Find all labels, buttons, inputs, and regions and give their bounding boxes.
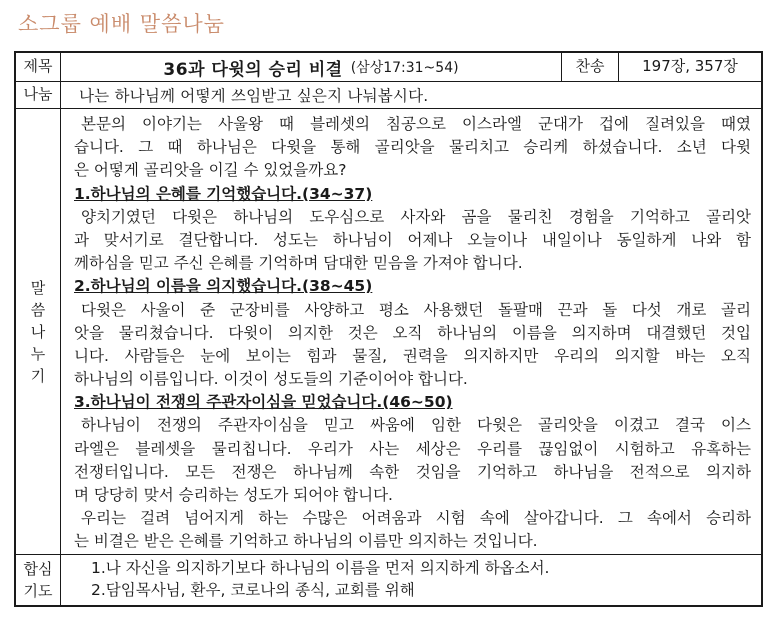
point-line: 며 당당히 맞서 승리하는 성도가 되어야 합니다.: [74, 486, 393, 504]
sermon-label-char: 나: [30, 322, 46, 341]
point-line: 양치기였던 다윗은 하나님의 도우심으로 사자와 곰을 물리친 경험을 기억하고 골리앗: [81, 207, 751, 226]
point-line: 하나님이 전쟁의 주관자이심을 믿고 싸움에 임한 다윗은 골리앗을 이겼고 결국 이스: [81, 416, 751, 435]
intro-line: 습니다. 그 때 하나님은 다윗을 통해 골리앗을 물리치고 승리케 하셨습니다. 소년 다윗: [74, 138, 751, 157]
sermon-label-char: 말: [30, 278, 46, 297]
prayer-item: 1.나 자신을 의지하기보다 하나님의 이름을 먼저 의지하게 하옵소서.: [91, 559, 550, 577]
intro-line: 은 어떻게 골리앗을 이길 수 있었을까요?: [74, 161, 347, 180]
point-line: 께하심을 믿고 주신 은혜를 기억하며 담대한 믿음을 가져야 합니다.: [74, 254, 523, 273]
prayer-row: [16, 555, 761, 605]
page-title: 소그룹 예배 말씀나눔: [18, 12, 225, 36]
hymn-label: 찬송: [562, 53, 619, 81]
hymn-numbers: 197장, 357장: [642, 57, 738, 76]
point-heading: 3.하나님이 전쟁의 주관자이심을 믿었습니다.(46~50): [74, 393, 453, 412]
point-heading: 1.하나님의 은혜를 기억했습니다.(34~37): [74, 184, 373, 203]
title-label: 제목: [16, 53, 61, 81]
share-question: 나는 하나님께 어떻게 쓰임받고 싶은지 나눠봅시다.: [79, 87, 429, 105]
prayer-label: [16, 555, 61, 605]
point-heading: 2.하나님의 이름을 의지했습니다.(38~45): [74, 277, 373, 296]
sermon-label: [16, 109, 61, 554]
sermon-label-char: 씀: [30, 300, 46, 319]
conclusion-line: 우리는 걸려 넘어지게 하는 수많은 어려움과 시험 속에 살아갑니다. 그 속에서 승리하: [81, 509, 751, 528]
scripture-reference: (삼상17:31~54): [350, 60, 459, 76]
point-line: 다윗은 사울이 준 군장비를 사양하고 평소 사용했던 돌팔매 끈과 돌 다섯 개로 골리: [81, 300, 751, 319]
sermon-table: [14, 51, 763, 607]
point-line: 하나님의 이름입니다. 이것이 성도들의 기준이어야 합니다.: [74, 370, 468, 389]
sermon-title-cell: [61, 53, 562, 81]
sermon-label-char: 기: [30, 366, 46, 385]
share-label: 나눔: [16, 82, 61, 108]
prayer-item: 2.담임목사님, 환우, 코로나의 종식, 교회를 위해: [91, 581, 415, 599]
sermon-row: [16, 109, 761, 555]
point-line: 전쟁터입니다. 모든 전쟁은 하나님께 속한 것임을 기억하고 하나님을 전적으로 의지하: [74, 462, 751, 481]
sermon-label-char: 누: [30, 344, 46, 363]
prayer-label-line: 기도: [23, 582, 53, 600]
point-line: 라엘은 블레셋을 물리칩니다. 우리가 사는 세상은 우리를 끊임없이 시험하고 유혹하는: [74, 439, 751, 458]
prayer-label-line: 합심: [23, 560, 53, 578]
share-row: [16, 82, 761, 109]
title-row: [16, 53, 761, 82]
conclusion-line: 는 비결은 받은 은혜를 기억하고 하나님의 이름만 의지하는 것입니다.: [74, 532, 538, 551]
intro-line: 본문의 이야기는 사울왕 때 블레셋의 침공으로 이스라엘 군대가 겁에 질려있을 때였: [81, 115, 751, 133]
prayer-body: [61, 555, 761, 605]
point-line: 앗을 물리쳤습니다. 다윗이 의지한 것은 오직 하나님의 이름을 의지하며 대결했던 것입: [74, 323, 751, 342]
sermon-body: [61, 109, 761, 554]
point-line: 과 맞서기로 결단합니다. 성도는 하나님이 어제나 오늘이나 내일이나 동일하게 나와 함: [74, 230, 751, 249]
sermon-title: 36과 다윗의 승리 비결: [163, 59, 343, 80]
point-line: 니다. 사람들은 눈에 보이는 힘과 물질, 권력을 의지하지만 우리의 의지할 바는 오직: [74, 346, 751, 365]
